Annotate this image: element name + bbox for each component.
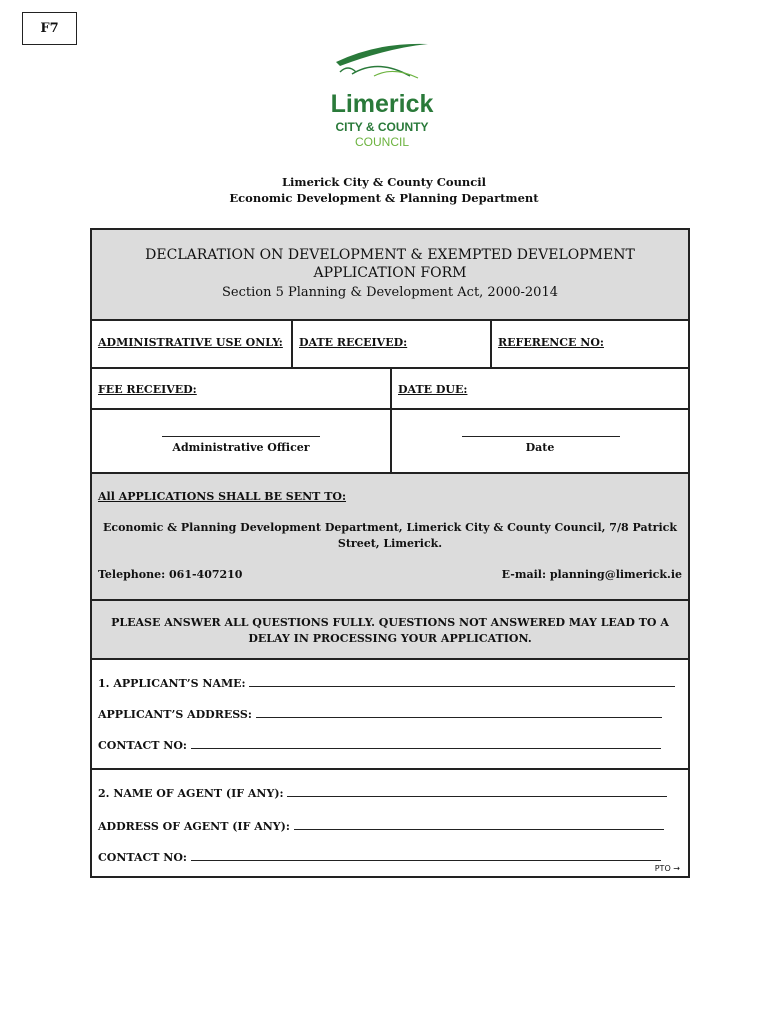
applicant-address-line[interactable] [256, 708, 662, 718]
officer-cell [92, 410, 390, 472]
applicant-name-line[interactable] [249, 677, 675, 687]
applicant-contact-field[interactable] [98, 739, 661, 752]
council-logo [318, 36, 446, 154]
agent-name-field[interactable] [98, 787, 667, 800]
officer-label: Administrative Officer [172, 441, 310, 454]
send-to-row [92, 474, 688, 601]
pto-note [655, 864, 680, 873]
telephone: Telephone: 061-407210 [98, 568, 243, 581]
header-dept: Economic Development & Planning Department [229, 191, 539, 205]
agent-address-label: ADDRESS OF AGENT (IF ANY): [98, 820, 290, 833]
date-cell [390, 410, 688, 472]
form-code-box [22, 12, 77, 45]
date-signature-line [462, 436, 620, 437]
agent-name-label: 2. NAME OF AGENT (IF ANY): [98, 787, 284, 800]
email: E-mail: planning@limerick.ie [501, 568, 682, 581]
fee-received-cell [92, 369, 390, 408]
agent-contact-label: CONTACT NO: [98, 851, 187, 864]
reference-no-cell [490, 321, 688, 367]
agent-contact-line[interactable] [191, 851, 661, 861]
applicant-contact-line[interactable] [191, 739, 661, 749]
send-to-address: Economic & Planning Development Department, Limerick City & County Council, 7/8 Patrick Street, Limerick. [103, 521, 677, 550]
date-received-label: DATE RECEIVED: [299, 336, 408, 349]
title-row [92, 230, 688, 321]
form-code: F7 [40, 21, 59, 36]
date-received-cell [291, 321, 491, 367]
form-title-line1: DECLARATION ON DEVELOPMENT & EXEMPTED DEVELOPMENT [145, 247, 635, 263]
applicant-contact-label: CONTACT NO: [98, 739, 187, 752]
logo-name: Limerick [330, 90, 434, 118]
reference-no-label: REFERENCE NO: [498, 336, 604, 349]
applicant-address-field[interactable] [98, 708, 662, 721]
agent-contact-field[interactable] [98, 851, 661, 864]
logo-line3: COUNCIL [354, 135, 409, 149]
logo-line2: CITY & COUNTY [335, 120, 429, 134]
form-title-line2: APPLICATION FORM [313, 265, 467, 281]
admin-row-1 [92, 321, 688, 369]
arrow-right-icon: → [673, 864, 680, 873]
officer-signature-line [162, 436, 320, 437]
applicant-address-label: APPLICANT’S ADDRESS: [98, 708, 252, 721]
agent-name-line[interactable] [287, 787, 667, 797]
section-agent [92, 770, 688, 876]
form-subtitle: Section 5 Planning & Development Act, 2000-2014 [221, 285, 558, 300]
send-to-heading: All APPLICATIONS SHALL BE SENT TO: [98, 490, 347, 503]
section-applicant [92, 660, 688, 770]
admin-use-cell [92, 321, 291, 367]
fee-received-label: FEE RECEIVED: [98, 383, 197, 396]
date-label: Date [525, 441, 555, 454]
admin-row-2 [92, 369, 688, 410]
pto-label: PTO [654, 864, 671, 873]
notice-row [92, 601, 688, 660]
date-due-label: DATE DUE: [398, 383, 468, 396]
header-org: Limerick City & County Council [281, 175, 487, 189]
date-due-cell [390, 369, 688, 408]
application-form [90, 228, 690, 878]
applicant-name-label: 1. APPLICANT’S NAME: [98, 677, 246, 690]
applicant-name-field[interactable] [98, 677, 675, 690]
admin-use-label: ADMINISTRATIVE USE ONLY: [98, 336, 283, 349]
agent-address-field[interactable] [98, 820, 664, 833]
notice-text: PLEASE ANSWER ALL QUESTIONS FULLY. QUESTIONS NOT ANSWERED MAY LEAD TO A DELAY IN PROCESSING YOUR APPLICATION. [111, 616, 669, 645]
agent-address-line[interactable] [294, 820, 664, 830]
signature-row [92, 410, 688, 474]
